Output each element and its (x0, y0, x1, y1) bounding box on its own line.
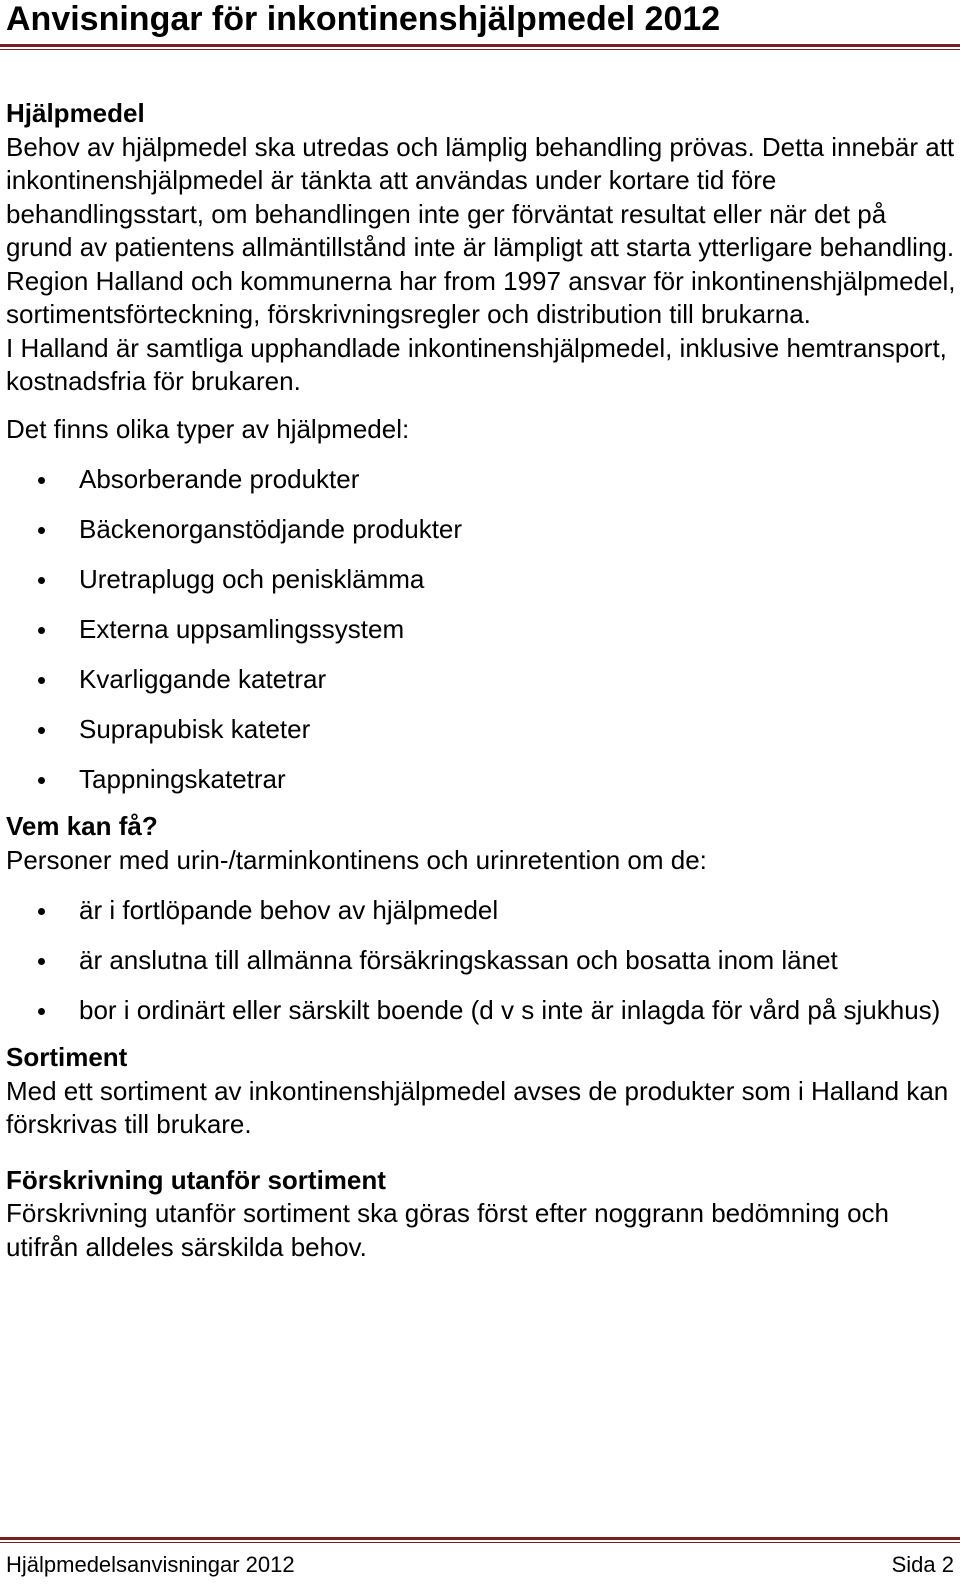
paragraph-behov: Behov av hjälpmedel ska utredas och lämplig behandling prövas. Detta innebär att inkontinenshjälpmedel är tänkta att användas under kortare tid före behandlingsstart, om behandlingen inte ger förväntat resultat eller när det på grund av patientens allmäntillstånd inte är lämpligt att starta ytterligare behandling. (6, 131, 955, 262)
vem-list (6, 894, 956, 1028)
bullet-icon (38, 677, 45, 684)
bullet-icon (38, 627, 45, 634)
paragraph-kostnadsfria: I Halland är samtliga upphandlade inkontinenshjälpmedel, inklusive hemtransport, kostnadsfria för brukaren. (6, 332, 947, 396)
section-heading-vem: Vem kan få? (6, 811, 158, 841)
header-rule-thin (0, 49, 960, 50)
list-item: Uretraplugg och penisklämma (6, 563, 956, 597)
bullet-icon (38, 577, 45, 584)
list-item: Tappningskatetrar (6, 763, 956, 797)
section-utanfor (6, 1164, 956, 1265)
paragraph-ansvar: Region Halland och kommunerna har from 1997 ansvar för inkontinenshjälpmedel, sortimentsförteckning, förskrivningsregler och distribution till brukarna. (6, 265, 956, 329)
list-item: Externa uppsamlingssystem (6, 613, 956, 647)
page-title: Anvisningar för inkontinenshjälpmedel 2012 (6, 0, 721, 38)
document-body (6, 97, 956, 1264)
footer-rule-thin (0, 1542, 960, 1543)
list-item: Bäckenorganstödjande produkter (6, 513, 956, 547)
header-rule (0, 44, 960, 47)
types-list (6, 463, 956, 797)
footer-doc-name: Hjälpmedelsanvisningar 2012 (6, 1552, 295, 1577)
list-item: Suprapubisk kateter (6, 713, 956, 747)
list-item: Absorberande produkter (6, 463, 956, 497)
bullet-icon (38, 958, 45, 965)
section-heading-sortiment: Sortiment (6, 1042, 128, 1072)
page-number: Sida 2 (891, 1552, 954, 1577)
sortiment-text: Med ett sortiment av inkontinenshjälpmedel avses de produkter som i Halland kan förskrivas till brukare. (6, 1075, 949, 1139)
footer-rule (0, 1537, 960, 1540)
section-vem (6, 810, 956, 1027)
section-heading-hjalpmedel: Hjälpmedel (6, 98, 145, 128)
section-heading-utanfor: Förskrivning utanför sortiment (6, 1164, 386, 1195)
bullet-icon (38, 527, 45, 534)
section-sortiment (6, 1041, 956, 1142)
section-hjalpmedel (6, 97, 956, 796)
bullet-icon (38, 1008, 45, 1015)
bullet-icon (38, 727, 45, 734)
utanfor-text: Förskrivning utanför sortiment ska göras först efter noggrann bedömning och utifrån alldeles särskilda behov. (6, 1198, 890, 1262)
list-item: är i fortlöpande behov av hjälpmedel (6, 894, 956, 928)
list-item: är anslutna till allmänna försäkringskassan och bosatta inom länet (6, 944, 956, 978)
list-item: Kvarliggande katetrar (6, 663, 956, 697)
vem-intro: Personer med urin-/tarminkontinens och urinretention om de: (6, 844, 707, 875)
bullet-icon (38, 908, 45, 915)
list-item: bor i ordinärt eller särskilt boende (d v s inte är inlagda för vård på sjukhus) (6, 994, 956, 1028)
bullet-icon (38, 777, 45, 784)
bullet-icon (38, 477, 45, 484)
types-intro: Det finns olika typer av hjälpmedel: (6, 413, 410, 444)
